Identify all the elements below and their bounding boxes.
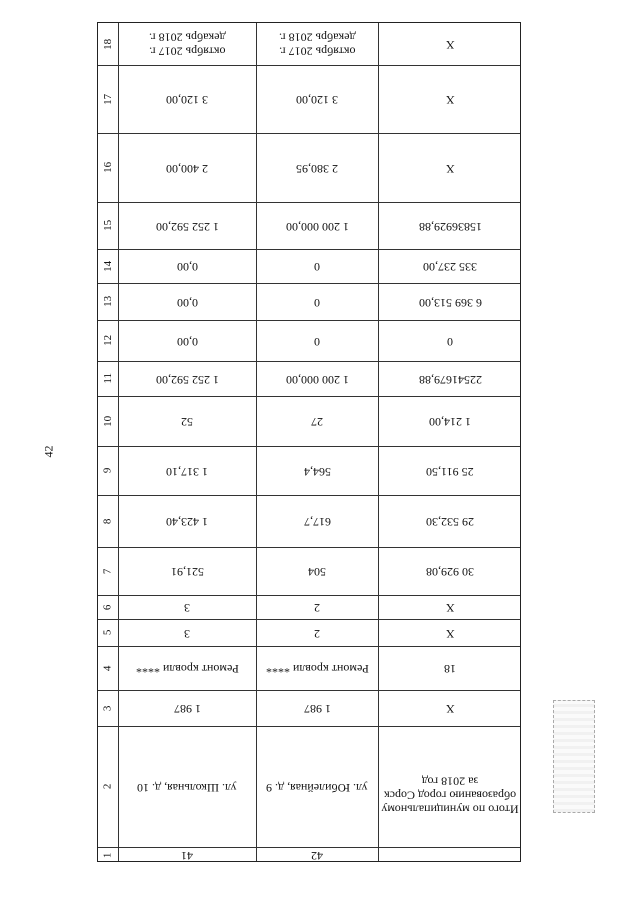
table-cell-text: 1 423,40: [166, 514, 208, 529]
table-cell: [118, 23, 256, 65]
table-cell-text: ул. Юбилейная, д. 9: [266, 780, 368, 795]
table-cell: [378, 320, 522, 361]
table-cell: [378, 65, 522, 133]
table-cell: [256, 133, 378, 202]
table-cell: [256, 202, 378, 249]
table-cell-text: 2: [314, 600, 320, 615]
table-cell-text: 0: [314, 259, 320, 274]
table-cell: [378, 202, 522, 249]
column-number-cell-text: 15: [101, 219, 114, 231]
table-cell: [256, 619, 378, 646]
column-number-cell-text: 2: [101, 783, 114, 790]
column-number-cell: [98, 396, 118, 446]
table-cell: [118, 495, 256, 547]
column-number-cell: [98, 65, 118, 133]
data-table: [97, 22, 521, 862]
column-number-cell: [98, 646, 118, 690]
table-cell-text: 1 317,10: [166, 464, 208, 479]
table-cell-text: 0: [447, 334, 453, 349]
table-cell: [256, 547, 378, 595]
table-cell-text: 15836929,88: [418, 219, 482, 234]
table-cell-text: 504: [308, 564, 326, 579]
table-cell: [256, 361, 378, 396]
table-cell-text: 3: [184, 626, 190, 641]
column-number-cell-text: 1: [101, 852, 114, 858]
column-number-cell-text: 9: [101, 467, 114, 474]
table-cell: [256, 23, 378, 65]
table-cell: [256, 446, 378, 495]
table-cell: [378, 619, 522, 646]
table-cell-text: X: [445, 37, 455, 52]
column-number-cell: [98, 133, 118, 202]
table-cell-text: 3: [184, 600, 190, 615]
table-cell: [378, 133, 522, 202]
table-cell-text: октябрь 2017 г. декабрь 2018 г.: [278, 31, 356, 59]
table-cell-text: 0,00: [176, 259, 198, 274]
table-cell-text: 2: [314, 626, 320, 641]
column-number-cell-text: 12: [101, 334, 114, 346]
table-cell: [256, 396, 378, 446]
column-number-cell-text: 18: [101, 38, 114, 50]
table-cell-text: ул. Школьная, д. 10: [137, 780, 237, 795]
column-number-cell: [98, 619, 118, 646]
table-cell: [118, 847, 256, 863]
table-cell: [118, 65, 256, 133]
column-number-cell-text: 17: [101, 93, 114, 105]
column-number-cell-text: 4: [101, 665, 114, 671]
table-cell: [378, 690, 522, 726]
column-number-cell-text: 11: [101, 373, 114, 384]
column-number-cell-text: 14: [101, 260, 114, 272]
table-cell-text: октябрь 2017 г. декабрь 2018 г.: [148, 31, 226, 59]
column-number-cell: [98, 595, 118, 619]
table-cell: [118, 133, 256, 202]
table-cell-text: 1 987: [303, 701, 331, 716]
table-cell-text: X: [445, 701, 455, 716]
column-number-cell: [98, 249, 118, 283]
table-cell: [118, 320, 256, 361]
table-cell-text: 0,00: [176, 295, 198, 310]
table-cell-text: X: [445, 161, 455, 176]
table-cell: [256, 249, 378, 283]
column-number-cell: [98, 361, 118, 396]
stamp-mark: [553, 700, 595, 813]
table-cell: [378, 361, 522, 396]
column-number-cell-text: 5: [101, 629, 114, 636]
table-cell-text: 29 532,30: [426, 514, 474, 529]
table-cell: [118, 595, 256, 619]
column-number-cell-text: 16: [101, 161, 114, 173]
column-number-cell: [98, 320, 118, 361]
column-number-cell: [98, 446, 118, 495]
column-number-cell: [98, 283, 118, 320]
table-cell: [378, 23, 522, 65]
table-cell-text: 521,91: [170, 564, 204, 579]
column-number-cell-text: 7: [101, 568, 114, 574]
table-cell-text: 0: [314, 295, 320, 310]
table-cell: [378, 595, 522, 619]
table-cell-text: Итого по муниципальному образованию город Сорск за 2018 год: [381, 774, 519, 817]
table-cell-text: 1 252 592,00: [155, 372, 219, 387]
table-cell-text: 564,4: [303, 464, 331, 479]
table-cell: [118, 446, 256, 495]
column-number-cell-text: 3: [101, 705, 114, 711]
table-cell-text: 27: [311, 414, 323, 429]
table-cell: [378, 249, 522, 283]
table-cell: [118, 726, 256, 847]
table-cell: [378, 495, 522, 547]
table-cell: [378, 283, 522, 320]
column-number-cell: [98, 547, 118, 595]
table-cell: [256, 65, 378, 133]
page-number: 42: [41, 445, 56, 458]
table-cell-text: 18: [444, 661, 456, 676]
table-cell-text: 1 252 592,00: [155, 219, 219, 234]
table-cell-text: X: [445, 626, 455, 641]
table-cell-text: 335 237,00: [423, 259, 477, 274]
column-number-cell: [98, 495, 118, 547]
column-number-cell-text: 10: [101, 415, 114, 427]
table-cell: [118, 690, 256, 726]
table-cell-text: 3 120,00: [166, 92, 208, 107]
table-cell-text: 617,7: [303, 514, 331, 529]
table-cell-text: 22541679,88: [418, 372, 482, 387]
table-cell: [378, 646, 522, 690]
table-cell: [256, 283, 378, 320]
table-cell: [256, 595, 378, 619]
table-cell: [118, 646, 256, 690]
table-cell: [118, 619, 256, 646]
column-number-cell: [98, 847, 118, 863]
table-cell-text: 1 200 000,00: [285, 219, 349, 234]
column-number-cell: [98, 23, 118, 65]
table-cell-text: 1 214,00: [429, 414, 471, 429]
table-cell-text: 0: [314, 334, 320, 349]
table-cell: [118, 396, 256, 446]
table-cell: [118, 202, 256, 249]
table-cell: [256, 690, 378, 726]
table-cell: [118, 361, 256, 396]
table-cell-text: Ремонт кровли ****: [265, 661, 369, 676]
table-cell: [378, 726, 522, 863]
table-cell-text: X: [445, 600, 455, 615]
table-cell-text: 25 911,50: [426, 464, 474, 479]
table-cell-text: Ремонт кровли ****: [135, 661, 239, 676]
table-cell-text: 0,00: [176, 334, 198, 349]
table-cell: [378, 446, 522, 495]
table-cell: [256, 495, 378, 547]
column-number-cell: [98, 202, 118, 249]
table-cell-text: 1 200 000,00: [285, 372, 349, 387]
table-cell: [378, 547, 522, 595]
table-cell: [256, 320, 378, 361]
column-number-cell: [98, 726, 118, 847]
table-cell-text: 30 929,08: [426, 564, 474, 579]
table-cell-text: 52: [181, 414, 193, 429]
column-number-cell-text: 6: [101, 604, 114, 610]
column-number-cell: [98, 690, 118, 726]
table-cell: [256, 726, 378, 847]
table-cell: [256, 646, 378, 690]
table-cell-text: 41: [181, 848, 193, 863]
table-cell-text: X: [445, 92, 455, 107]
table-cell-text: 1 987: [173, 701, 201, 716]
table-cell-text: 3 120,00: [296, 92, 338, 107]
column-number-cell-text: 13: [101, 295, 114, 307]
table-cell-text: 2 380,95: [296, 161, 338, 176]
table-cell: [118, 249, 256, 283]
table-cell-text: 2 400,00: [166, 161, 208, 176]
table-cell: [378, 396, 522, 446]
table-cell-text: 42: [311, 848, 323, 863]
table-cell: [118, 283, 256, 320]
column-number-cell-text: 8: [101, 518, 114, 524]
table-cell: [118, 547, 256, 595]
table-cell-text: 6 369 513,00: [418, 295, 482, 310]
table-cell: [256, 847, 378, 863]
